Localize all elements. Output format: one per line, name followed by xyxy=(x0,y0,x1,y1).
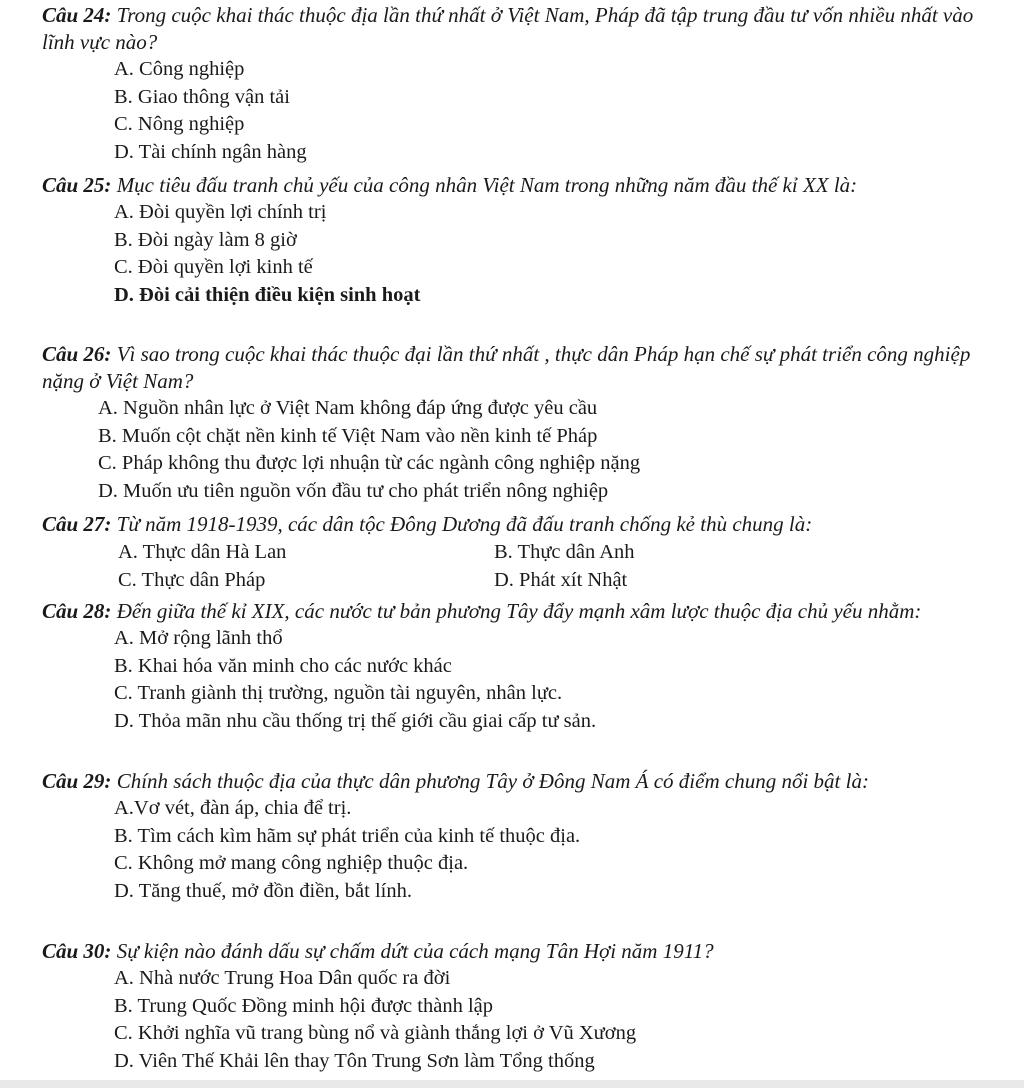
option-list xyxy=(42,199,1002,309)
question-label: Câu 27: xyxy=(42,512,112,536)
option-b: B. Muốn cột chặt nền kinh tế Việt Nam vào nền kinh tế Pháp xyxy=(98,424,598,447)
option-b: B. Thực dân Anh xyxy=(494,541,635,563)
option-c: C. Pháp không thu được lợi nhuận từ các ngành công nghiệp nặng xyxy=(98,452,641,474)
option-c: C. Tranh giành thị trường, nguồn tài nguyên, nhân lực. xyxy=(114,682,563,704)
question-26 xyxy=(42,341,1002,505)
option-c: C. Khởi nghĩa vũ trang bùng nổ và giành thắng lợi ở Vũ Xương xyxy=(114,1022,637,1044)
question-text xyxy=(42,598,1002,625)
question-label: Câu 24: xyxy=(42,3,112,27)
question-body: Mục tiêu đấu tranh chủ yếu của công nhân Việt Nam trong những năm đầu thế kỉ XX là: xyxy=(116,173,858,197)
question-body: Chính sách thuộc địa của thực dân phương Tây ở Đông Nam Á có điểm chung nổi bật là: xyxy=(116,769,869,793)
option-c: C. Nông nghiệp xyxy=(114,113,245,135)
question-text xyxy=(42,938,1002,965)
option-b: B. Tìm cách kìm hãm sự phát triển của kinh tế thuộc địa. xyxy=(114,824,581,847)
question-label: Câu 28: xyxy=(42,599,112,623)
option-list xyxy=(42,965,1002,1075)
question-label: Câu 29: xyxy=(42,769,112,793)
question-27 xyxy=(42,511,1002,594)
question-28 xyxy=(42,598,1002,735)
question-text xyxy=(42,511,1002,538)
option-d: D. Đòi cải thiện điều kiện sinh hoạt xyxy=(114,283,421,306)
question-25 xyxy=(42,172,1002,309)
option-d: D. Tài chính ngân hàng xyxy=(114,140,307,163)
option-d: D. Muốn ưu tiên nguồn vốn đầu tư cho phát triển nông nghiệp xyxy=(98,479,609,502)
question-29 xyxy=(42,768,1002,905)
question-30 xyxy=(42,938,1002,1075)
option-d: D. Tăng thuế, mở đồn điền, bắt lính. xyxy=(114,879,412,902)
option-list xyxy=(42,795,1002,905)
page-bottom-strip xyxy=(0,1080,1024,1088)
option-d: D. Phát xít Nhật xyxy=(494,569,628,591)
option-list xyxy=(42,625,1002,735)
question-body: Trong cuộc khai thác thuộc địa lần thứ nhất ở Việt Nam, Pháp đã tập trung đầu tư vốn nhiều nhất vào lĩnh vực nào? xyxy=(42,3,974,54)
option-list xyxy=(42,56,1002,166)
option-a: A. Đòi quyền lợi chính trị xyxy=(114,201,327,223)
option-list xyxy=(42,395,1002,505)
option-a: A. Thực dân Hà Lan xyxy=(118,541,287,563)
option-grid xyxy=(42,538,1002,594)
option-d: D. Viên Thế Khải lên thay Tôn Trung Sơn làm Tổng thống xyxy=(114,1049,595,1072)
option-a: A.Vơ vét, đàn áp, chia để trị. xyxy=(114,797,352,819)
question-body: Sự kiện nào đánh dấu sự chấm dứt của cách mạng Tân Hợi năm 1911? xyxy=(116,939,714,963)
option-c: C. Đòi quyền lợi kinh tế xyxy=(114,256,313,278)
question-24 xyxy=(42,2,1002,166)
question-body: Vì sao trong cuộc khai thác thuộc đại lần thứ nhất , thực dân Pháp hạn chế sự phát triển công nghiệp nặng ở Việt Nam? xyxy=(42,342,971,393)
option-a: A. Công nghiệp xyxy=(114,58,245,80)
option-a: A. Nguồn nhân lực ở Việt Nam không đáp ứng được yêu cầu xyxy=(98,397,598,419)
question-text xyxy=(42,341,1002,395)
question-body: Đến giữa thế kỉ XIX, các nước tư bản phương Tây đẩy mạnh xâm lược thuộc địa chủ yếu nhằm: xyxy=(116,599,922,623)
option-b: B. Đòi ngày làm 8 giờ xyxy=(114,228,297,251)
question-body: Từ năm 1918-1939, các dân tộc Đông Dương đã đấu tranh chống kẻ thù chung là: xyxy=(116,512,813,536)
option-d: D. Thỏa mãn nhu cầu thống trị thế giới cầu giai cấp tư sản. xyxy=(114,709,597,732)
question-text xyxy=(42,768,1002,795)
question-label: Câu 26: xyxy=(42,342,112,366)
option-c: C. Thực dân Pháp xyxy=(118,569,266,591)
question-text xyxy=(42,172,1002,199)
question-label: Câu 25: xyxy=(42,173,112,197)
question-label: Câu 30: xyxy=(42,939,112,963)
option-a: A. Nhà nước Trung Hoa Dân quốc ra đời xyxy=(114,967,451,989)
option-b: B. Giao thông vận tải xyxy=(114,85,290,108)
option-a: A. Mở rộng lãnh thổ xyxy=(114,627,283,649)
question-text xyxy=(42,2,1002,56)
option-b: B. Khai hóa văn minh cho các nước khác xyxy=(114,654,452,677)
option-c: C. Không mở mang công nghiệp thuộc địa. xyxy=(114,852,469,874)
option-b: B. Trung Quốc Đồng minh hội được thành lập xyxy=(114,994,493,1017)
